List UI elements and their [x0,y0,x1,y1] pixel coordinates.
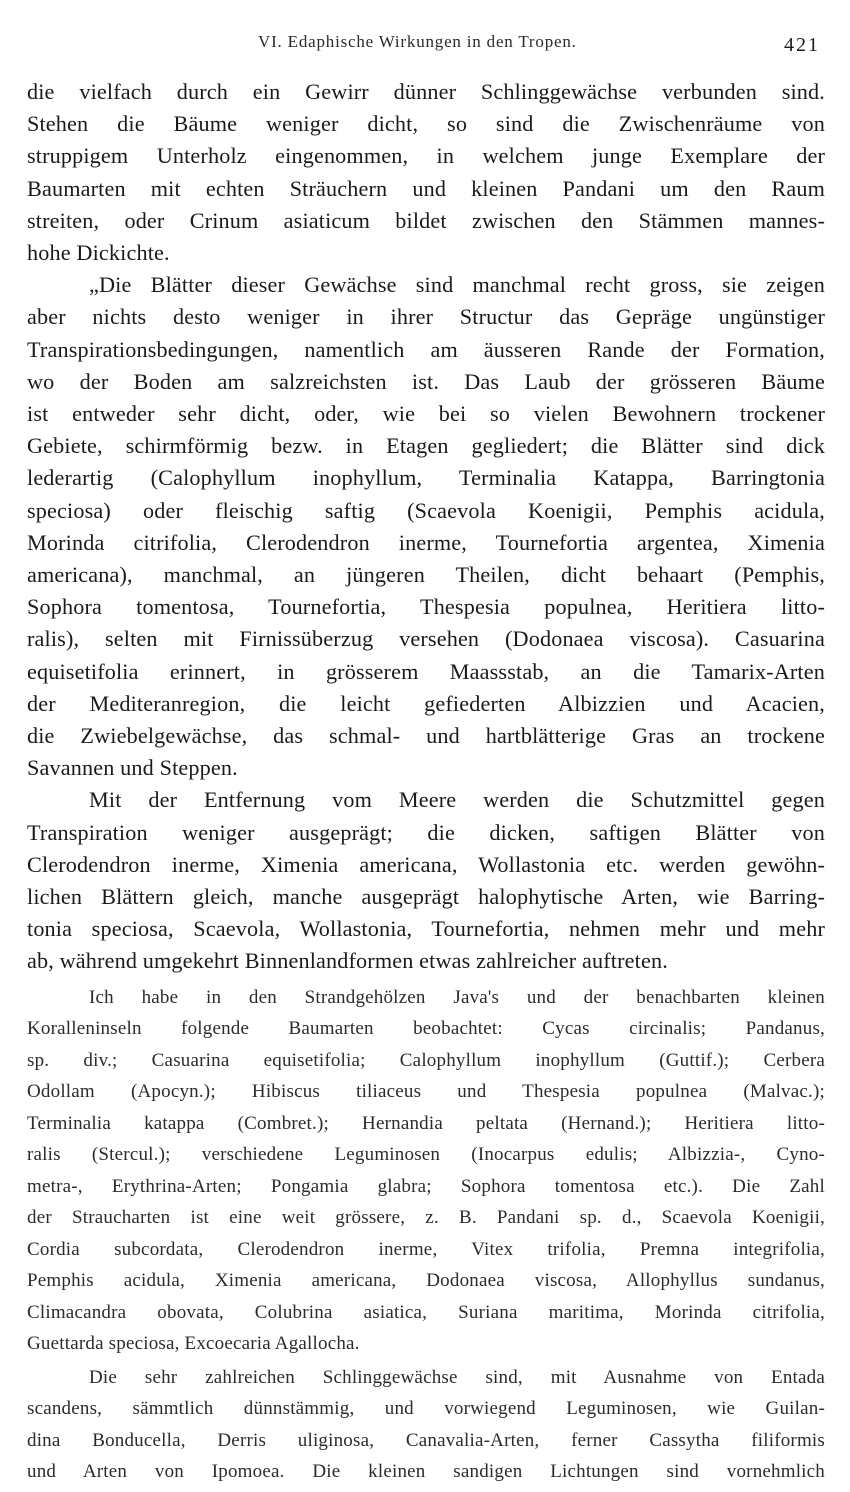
text-line: dina Bonducella, Derris uliginosa, Canavalia-Arten, ferner Cassytha filiformis [27,1429,825,1451]
text-line: streiten, oder Crinum asiaticum bildet zwischen den Stämmen mannes- [27,207,825,233]
text-line: metra-, Erythrina-Arten; Pongamia glabra; Sophora tomentosa etc.). Die Zahl [27,1175,825,1197]
text-line: „Die Blätter dieser Gewächse sind manchmal recht gross, sie zeigen [89,272,825,298]
paragraph-climbers [27,1362,825,1488]
text-line: Transpiration weniger ausgeprägt; die dicken, saftigen Blätter von [27,819,825,845]
text-line: Sophora tomentosa, Tournefortia, Thespesia populnea, Heritiera litto- [27,594,825,620]
text-line: ralis), selten mit Firnissüberzug versehen (Dodonaea viscosa). Casuarina [27,626,825,652]
text-line: Morinda citrifolia, Clerodendron inerme, Tournefortia argentea, Ximenia [27,529,825,555]
text-line: Gebiete, schirmförmig bezw. in Etagen gegliedert; die Blätter sind dick [27,433,825,459]
text-line: aber nichts desto weniger in ihrer Structur das Gepräge ungünstiger [27,304,825,330]
text-line: lichen Blättern gleich, manche ausgeprägt halophytische Arten, wie Barring- [27,884,825,910]
text-line: und Arten von Ipomoea. Die kleinen sandigen Lichtungen sind vornehmlich [27,1461,825,1483]
text-line: Transpirationsbedingungen, namentlich am äusseren Rande der Formation, [27,336,825,362]
text-line: Baumarten mit echten Sträuchern und kleinen Pandani um den Raum [27,175,825,201]
text-line: ralis (Stercul.); verschiedene Leguminosen (Inocarpus edulis; Albizzia-, Cyno- [27,1144,825,1166]
text-line: ist entweder sehr dicht, oder, wie bei so vielen Bewohnern trockener [27,401,825,427]
text-line: Savannen und Steppen. [27,755,238,781]
text-line: Climacandra obovata, Colubrina asiatica, Suriana maritima, Morinda citrifolia, [27,1301,825,1323]
paragraph-continuation [27,76,825,269]
text-line: die Zwiebelgewächse, das schmal- und hartblätterige Gras an trockene [27,723,825,749]
text-line: Ich habe in den Strandgehölzen Java's und der benachbarten kleinen [89,986,825,1008]
text-line: tonia speciosa, Scaevola, Wollastonia, Tournefortia, nehmen mehr und mehr [27,916,825,942]
text-line: lederartig (Calophyllum inophyllum, Terminalia Katappa, Barringtonia [27,465,825,491]
text-line: die vielfach durch ein Gewirr dünner Schlinggewächse verbunden sind. [27,79,825,104]
text-line: Die sehr zahlreichen Schlinggewächse sind, mit Ausnahme von Entada [89,1366,825,1388]
paragraph-quote [27,269,825,784]
text-line: Stehen die Bäume weniger dicht, so sind die Zwischenräume von [27,111,825,137]
text-line: Koralleninseln folgende Baumarten beobachtet: Cycas circinalis; Pandanus, [27,1018,825,1040]
paragraph-transpiration [27,784,825,977]
text-line: Guettarda speciosa, Excoecaria Agallocha. [27,1333,360,1355]
text-line: der Straucharten ist eine weit grössere, z. B. Pandani sp. d., Scaevola Koenigii, [27,1207,825,1229]
page-header [0,30,850,60]
text-line: hohe Dickichte. [27,240,170,266]
text-line: equisetifolia erinnert, in grösserem Maassstab, an die Tamarix-Arten [27,658,825,684]
text-line: americana), manchmal, an jüngeren Theilen, dicht behaart (Pemphis, [27,562,825,588]
body-text [27,76,825,1488]
text-line: scandens, sämmtlich dünnstämmig, und vorwiegend Leguminosen, wie Guilan- [27,1398,825,1420]
text-line: der Mediteranregion, die leicht gefiederten Albizzien und Acacien, [27,690,825,716]
text-line: Cordia subcordata, Clerodendron inerme, Vitex trifolia, Premna integrifolia, [27,1238,825,1260]
text-line: Clerodendron inerme, Ximenia americana, Wollastonia etc. werden gewöhn- [27,851,825,877]
text-line: Terminalia katappa (Combret.); Hernandia peltata (Hernand.); Heritiera litto- [27,1112,825,1134]
text-line: ab, während umgekehrt Binnenlandformen etwas zahlreicher auftreten. [27,948,668,974]
running-head: VI. Edaphische Wirkungen in den Tropen. [258,32,577,51]
text-line: Odollam (Apocyn.); Hibiscus tiliaceus und Thespesia populnea (Malvac.); [27,1081,825,1103]
text-line: sp. div.; Casuarina equisetifolia; Calophyllum inophyllum (Guttif.); Cerbera [27,1049,825,1071]
text-line: speciosa) oder fleischig saftig (Scaevola Koenigii, Pemphis acidula, [27,497,825,523]
text-line: wo der Boden am salzreichsten ist. Das Laub der grösseren Bäume [27,368,825,394]
text-line: struppigem Unterholz eingenommen, in welchem junge Exemplare der [27,143,825,169]
paragraph-species-list [27,982,825,1360]
page-number: 421 [784,34,820,56]
text-line: Mit der Entfernung vom Meere werden die Schutzmittel gegen [89,787,825,813]
text-line: Pemphis acidula, Ximenia americana, Dodonaea viscosa, Allophyllus sundanus, [27,1270,825,1292]
